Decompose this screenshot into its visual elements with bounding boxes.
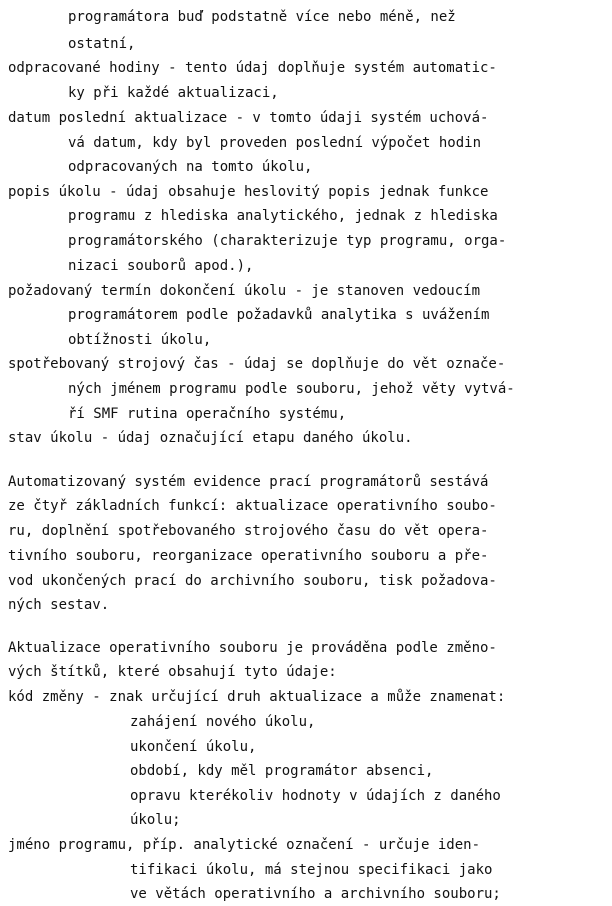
text-line: tivního souboru, reorganizace operativního souboru a pře- xyxy=(8,548,489,564)
text-line: vých štítků, které obsahují tyto údaje: xyxy=(8,664,337,680)
text-line: programátorem podle požadavků analytika s uvážením xyxy=(68,307,490,323)
text-line: odpracovaných na tomto úkolu, xyxy=(68,159,313,175)
text-line: ze čtyř základních funkcí: aktualizace operativního soubo- xyxy=(8,498,497,514)
text-line: popis úkolu - údaj obsahuje heslovitý popis jednak funkce xyxy=(8,184,489,200)
text-line: ky při každé aktualizaci, xyxy=(68,85,279,101)
text-line: tifikaci úkolu, má stejnou specifikaci jako xyxy=(130,862,493,878)
text-line: obtížnosti úkolu, xyxy=(68,332,212,348)
text-line: období, kdy měl programátor absenci, xyxy=(130,763,434,779)
text-line: požadovaný termín dokončení úkolu - je stanoven vedoucím xyxy=(8,283,481,299)
text-line: programátorského (charakterizuje typ programu, orga- xyxy=(68,233,507,249)
text-line: ných sestav. xyxy=(8,597,110,613)
text-line: programátora buď podstatně více nebo méně, než xyxy=(68,9,456,25)
text-line: ostatní, xyxy=(68,36,136,52)
text-line: ří SMF rutina operačního systému, xyxy=(68,406,347,422)
text-line: stav úkolu - údaj označující etapu daného úkolu. xyxy=(8,430,413,446)
text-line: opravu kterékoliv hodnoty v údajích z daného xyxy=(130,788,501,804)
text-line: datum poslední aktualizace - v tomto údaji systém uchová- xyxy=(8,110,489,126)
text-line: jméno programu, příp. analytické označení - určuje iden- xyxy=(8,837,481,853)
text-line: ných jménem programu podle souboru, jehož věty vytvá- xyxy=(68,381,515,397)
text-line: zahájení nového úkolu, xyxy=(130,714,316,730)
text-line: programu z hlediska analytického, jednak z hlediska xyxy=(68,208,498,224)
text-line: odpracované hodiny - tento údaj doplňuje systém automatic- xyxy=(8,60,497,76)
text-line: ukončení úkolu, xyxy=(130,739,257,755)
text-line: ve větách operativního a archivního souboru; xyxy=(130,886,501,902)
text-line: vod ukončených prací do archivního souboru, tisk požadova- xyxy=(8,573,497,589)
text-line: nizaci souborů apod.), xyxy=(68,258,254,274)
text-line: úkolu; xyxy=(130,812,181,828)
text-line: Aktualizace operativního souboru je prováděna podle změno- xyxy=(8,640,497,656)
text-line: ru, doplnění spotřebovaného strojového času do vět opera- xyxy=(8,523,489,539)
text-line: vá datum, kdy byl proveden poslední výpočet hodin xyxy=(68,135,482,151)
text-line: kód změny - znak určující druh aktualizace a může znamenat: xyxy=(8,689,506,705)
text-line: spotřebovaný strojový čas - údaj se doplňuje do vět označe- xyxy=(8,356,506,372)
text-line: Automatizovaný systém evidence prací programátorů sestává xyxy=(8,474,489,490)
